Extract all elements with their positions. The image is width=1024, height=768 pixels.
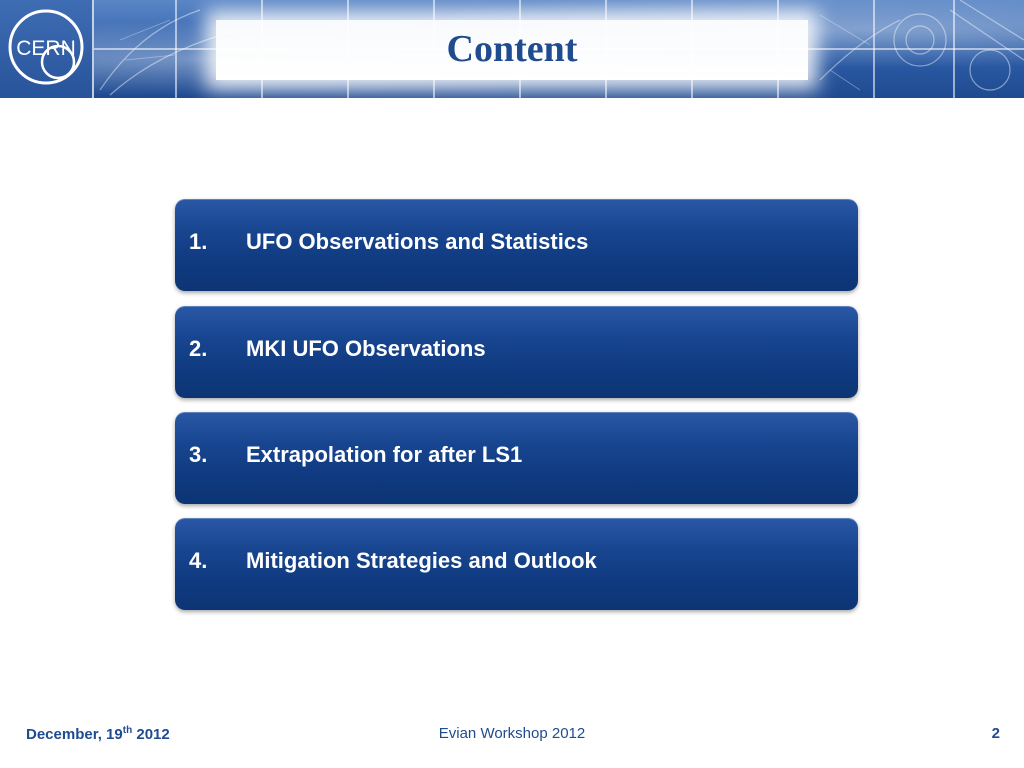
agenda-item-number: 3. bbox=[189, 442, 208, 467]
agenda-item-number: 1. bbox=[189, 229, 208, 254]
footer-date-sup: th bbox=[122, 725, 133, 736]
agenda-item-2[interactable] bbox=[175, 306, 858, 398]
agenda-item-4[interactable] bbox=[175, 518, 858, 610]
footer-event: Evian Workshop 2012 bbox=[438, 725, 586, 742]
cern-logo-icon bbox=[0, 0, 92, 98]
cern-logo bbox=[0, 0, 94, 98]
header-banner bbox=[0, 0, 1024, 98]
agenda-item-3[interactable] bbox=[175, 412, 858, 504]
agenda-item-label: Mitigation Strategies and Outlook bbox=[246, 548, 597, 573]
agenda-item-number: 2. bbox=[189, 336, 208, 361]
page-title: Content bbox=[446, 28, 578, 70]
page-number: 2 bbox=[991, 725, 1000, 742]
footer-date-prefix: December, 19 bbox=[26, 726, 123, 743]
agenda-item-number: 4. bbox=[189, 548, 208, 573]
agenda-item-label: Extrapolation for after LS1 bbox=[246, 442, 523, 467]
footer-date-suffix: 2012 bbox=[132, 726, 170, 743]
agenda-item-label: MKI UFO Observations bbox=[246, 336, 486, 361]
agenda-item-1[interactable] bbox=[175, 199, 858, 291]
cern-logo-text: CERN bbox=[16, 37, 76, 60]
agenda-item-label: UFO Observations and Statistics bbox=[246, 229, 589, 254]
